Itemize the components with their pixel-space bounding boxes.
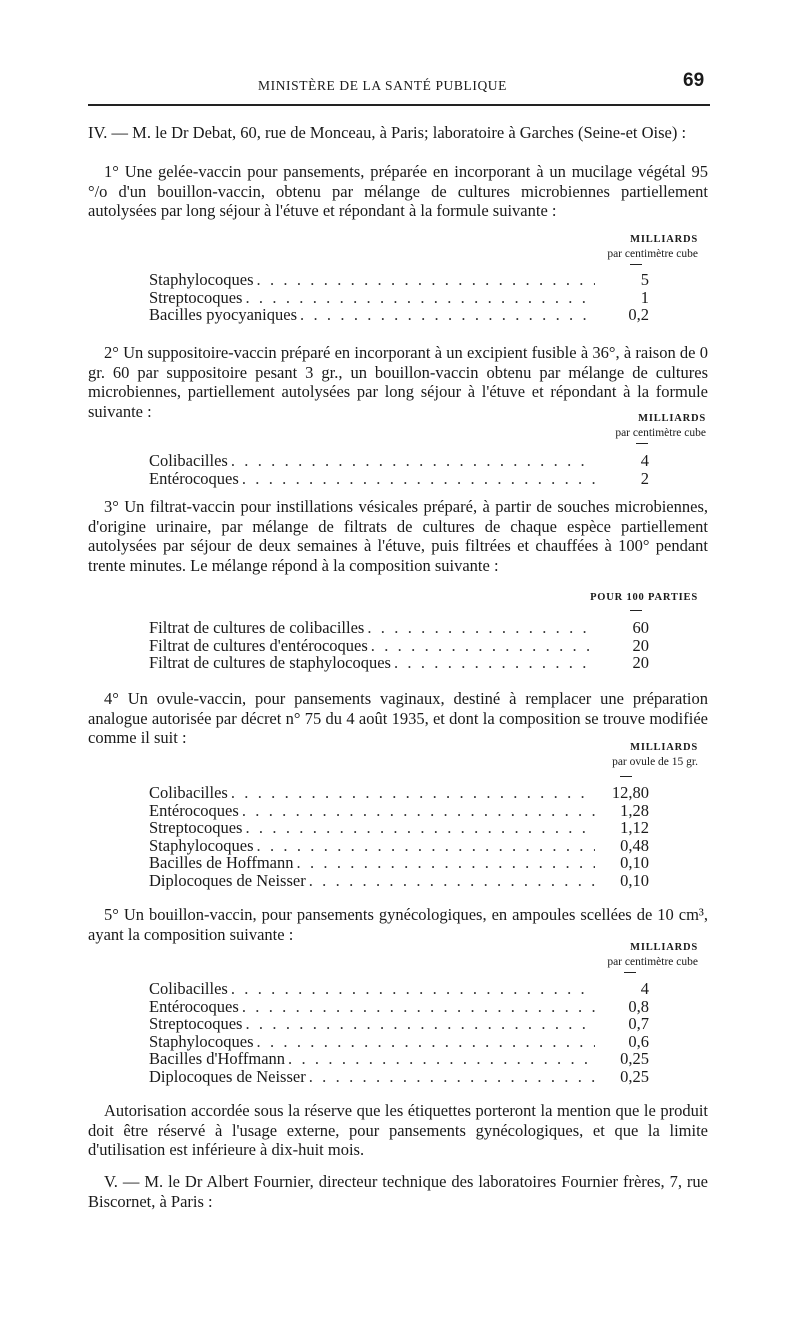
item-1-unit [520,232,698,262]
row-label: Streptocoques [149,1014,243,1033]
item-5-text: 5° Un bouillon-vaccin, pour pansements gynécologiques, en ampoules scellées de 10 cm³, ayant la composition suivante : [88,905,708,944]
item-5-dash [624,972,636,973]
table-row [149,654,649,672]
row-label: Bacilles de Hoffmann [149,853,294,872]
row-value: 0,6 [628,1031,649,1051]
item-4-unit-line2: par ovule de 15 gr. [612,756,698,768]
table-row [149,854,649,872]
row-value: 0,10 [620,853,649,872]
row-label: Staphylocoques [149,1031,254,1051]
item-1-unit-line2: par centimètre cube [607,248,698,260]
item-4-text: 4° Un ovule-vaccin, pour pansements vaginaux, destiné à remplacer une préparation analogue autorisée par décret n° 75 du 4 août 1935, et dont la composition se trouve modifiée comme il suit : [88,689,708,747]
row-value: 0,48 [620,835,649,855]
row-label: Staphylocoques [149,270,254,289]
section-iv-intro: IV. — M. le Dr Debat, 60, rue de Monceau, à Paris; laboratoire à Garches (Seine-et Oise) : [88,123,687,142]
header-rule [88,104,710,106]
table-row [149,872,649,890]
row-label: Bacilles d'Hoffmann [149,1049,286,1068]
table-row [149,819,649,837]
row-value: 0,8 [628,996,649,1016]
item-5-unit [520,940,698,970]
row-value: 20 [632,653,649,672]
item-3-dash [630,610,642,611]
item-5-unit-line2: par centimètre cube [607,956,698,968]
row-value: 0,25 [620,1066,649,1086]
row-label: Filtrat de cultures de staphylocoques [149,653,391,672]
row-value: 2 [640,468,649,488]
table-row [149,998,649,1016]
item-1-dash [630,264,642,265]
row-label: Entérocoques [149,800,239,820]
row-value: 0,7 [628,1014,649,1033]
row-label: Bacilles pyocyaniques [149,305,298,324]
item-1-unit-line1: MILLIARDS [630,234,698,245]
row-label: Entérocoques [149,468,239,488]
table-row [149,837,649,855]
table-row [149,289,649,307]
table-row [149,306,649,324]
row-value: 0,10 [620,870,649,890]
section-v-intro: V. — M. le Dr Albert Fournier, directeur technique des laboratoires Fournier frères, 7, rue Biscornet, à Paris : [88,1172,708,1211]
table-row [149,637,649,655]
item-4-table [149,784,649,889]
table-row [149,619,649,637]
table-row [149,802,649,820]
table-row [149,1015,649,1033]
item-2-unit-line2: par centimètre cube [615,427,706,439]
item-2-unit [520,411,706,441]
item-3-unit [500,590,698,605]
table-row [149,1033,649,1051]
item-4-unit [520,740,698,770]
row-value: 60 [632,618,649,637]
item-2-dash [636,443,648,444]
row-value: 1 [640,287,649,307]
table-row [149,1068,649,1086]
row-label: Colibacilles [149,979,228,998]
item-3-table [149,619,649,672]
row-label: Diplocoques de Neisser [149,1066,306,1086]
item-2-unit-line1: MILLIARDS [638,413,706,424]
item-2-table [149,452,649,487]
table-row [149,271,649,289]
row-value: 5 [640,270,649,289]
table-row [149,452,649,470]
item-5-table [149,980,649,1085]
table-row [149,980,649,998]
item-3-unit-line1: POUR 100 PARTIES [590,592,698,603]
page-number: 69 [683,70,705,91]
row-value: 12,80 [611,783,649,802]
row-value: 4 [640,451,649,470]
row-label: Colibacilles [149,451,228,470]
authorization-note: Autorisation accordée sous la réserve que les étiquettes porteront la mention que le produit doit être réservé à l'usage externe, pour pansements gynécologiques, et que la limite d'utilisation est inférieure à dix-huit mois. [88,1101,708,1159]
item-5-unit-line1: MILLIARDS [630,942,698,953]
table-row [149,470,649,488]
item-4-unit-line1: MILLIARDS [630,742,698,753]
table-row [149,1050,649,1068]
row-label: Entérocoques [149,996,239,1016]
item-4-dash [620,776,632,777]
row-value: 1,28 [620,800,649,820]
item-2-text: 2° Un suppositoire-vaccin préparé en incorporant à un excipient fusible à 36°, à raison de 0 gr. 60 par suppositoire pesant 3 gr., un bouillon-vaccin obtenu par mélange de cultures microbiennes, partiellement autolysées par long séjour à l'étuve et répondant à la formule suivante : [88,343,708,421]
row-label: Colibacilles [149,783,228,802]
row-value: 20 [632,635,649,655]
row-label: Streptocoques [149,287,243,307]
row-value: 0,2 [628,305,649,324]
row-label: Streptocoques [149,818,243,837]
row-value: 0,25 [620,1049,649,1068]
row-label: Diplocoques de Neisser [149,870,306,890]
running-title: MINISTÈRE DE LA SANTÉ PUBLIQUE [258,78,507,93]
row-value: 1,12 [620,818,649,837]
table-row [149,784,649,802]
row-value: 4 [640,979,649,998]
item-1-table [149,271,649,324]
row-label: Filtrat de cultures d'entérocoques [149,635,368,655]
item-1-text: 1° Une gelée-vaccin pour pansements, préparée en incorporant à un mucilage végétal 95 °/o d'un bouillon-vaccin, obtenu par mélange de cultures microbiennes partiellement autolysées par long séjour à l'étuve et répondant à la formule suivante : [88,162,708,220]
row-label: Filtrat de cultures de colibacilles [149,618,365,637]
row-label: Staphylocoques [149,835,254,855]
item-3-text: 3° Un filtrat-vaccin pour instillations vésicales préparé, à partir de souches microbiennes, d'origine urinaire, par mélange de filtrats de cultures de chaque espèce partiellement autolysées par séjour de deux semaines à l'étuve, puis filtrées et chauffées à 100° pendant trente minutes. Le mélange répond à la composition suivante : [88,497,708,575]
